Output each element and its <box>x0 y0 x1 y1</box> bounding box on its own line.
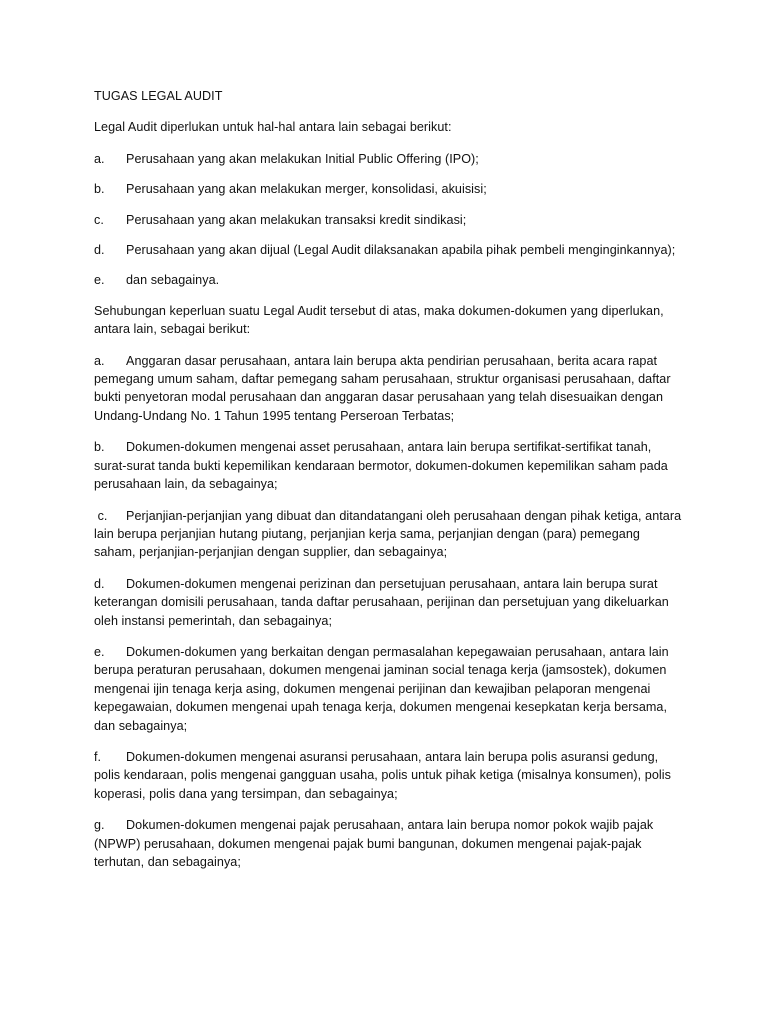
list-marker: b. <box>94 182 105 197</box>
documents-intro-paragraph: Sehubungan keperluan suatu Legal Audit tersebut di atas, maka dokumen-dokumen yang diperlukan, antara lain, sebagai berikut: <box>94 303 664 337</box>
list-marker: d. <box>94 243 105 258</box>
list-item-text: dan sebagainya. <box>126 273 220 288</box>
list-marker: e. <box>94 644 105 659</box>
list-item <box>94 643 684 735</box>
list-marker: g. <box>94 818 105 833</box>
list-item <box>94 748 684 803</box>
intro-paragraph: Legal Audit diperlukan untuk hal-hal antara lain sebagai berikut: <box>94 120 452 135</box>
list-item-text: Perjanjian-perjanjian yang dibuat dan ditandatangani oleh perusahaan dengan pihak ketiga, antara lain berupa perjanjian hutang piutang, perjanjian kerja sama, perjanjian dengan (para) pemegang saham, perjanjian-perjanjian dengan supplier, dan sebagainya; <box>94 508 685 560</box>
list-item-text: Anggaran dasar perusahaan, antara lain berupa akta pendirian perusahaan, berita acara rapat pemegang umum saham, daftar pemegang saham perusahaan, struktur organisasi perusahaan, daftar bukti penyetoran modal perusahaan dan anggaran dasar perusahaan yang telah disesuaikan dengan Undang-Undang No. 1 Tahun 1995 tentang Perseroan Terbatas; <box>94 353 675 423</box>
purpose-list <box>94 150 684 290</box>
list-item-text: Perusahaan yang akan dijual (Legal Audit dilaksanakan apabila pihak pembeli menginginkannya); <box>126 243 676 258</box>
list-item <box>94 241 684 259</box>
list-item <box>94 352 684 426</box>
list-item-text: Dokumen-dokumen mengenai perizinan dan persetujuan perusahaan, antara lain berupa surat keterangan domisili perusahaan, tanda daftar perusahaan, perijinan dan persetujuan yang dikeluarkan oleh instansi pemerintah, dan sebagainya; <box>94 576 673 628</box>
list-item-text: Dokumen-dokumen yang berkaitan dengan permasalahan kepegawaian perusahaan, antara lain berupa peraturan perusahaan, dokumen mengenai jaminan social tenaga kerja (jamsostek), dokumen mengenai ijin tenaga kerja asing, dokumen mengenai perijinan dan kewajiban pelaporan mengenai kepegawaian, dokumen mengenai upah tenaga kerja, dokumen mengenai kesepkatan kerja bersama, dan sebagainya; <box>94 644 673 733</box>
list-item <box>94 271 684 289</box>
list-item-text: Perusahaan yang akan melakukan transaksi kredit sindikasi; <box>126 212 467 227</box>
list-marker: f. <box>94 749 102 764</box>
list-marker: c. <box>94 508 108 523</box>
documents-list <box>94 352 684 872</box>
list-marker: d. <box>94 576 105 591</box>
list-item-text: Dokumen-dokumen mengenai asuransi perusahaan, antara lain berupa polis asuransi gedung, polis kendaraan, polis mengenai gangguan usaha, polis untuk pihak ketiga (misalnya konsumen), polis koperasi, polis dana yang tersimpan, dan sebagainya; <box>94 749 675 801</box>
list-marker: e. <box>94 273 105 288</box>
list-item <box>94 211 684 229</box>
list-marker: a. <box>94 353 105 368</box>
list-marker: c. <box>94 212 104 227</box>
list-item <box>94 150 684 168</box>
document-title: TUGAS LEGAL AUDIT <box>94 89 223 103</box>
list-marker: a. <box>94 151 105 166</box>
list-item <box>94 507 684 562</box>
list-item <box>94 180 684 198</box>
list-item-text: Perusahaan yang akan melakukan Initial Public Offering (IPO); <box>126 151 479 166</box>
list-item-text: Dokumen-dokumen mengenai pajak perusahaan, antara lain berupa nomor pokok wajib pajak (NPWP) perusahaan, dokumen mengenai pajak bumi bangunan, dokumen mengenai pajak-pajak terhutan, dan sebagainya; <box>94 818 657 869</box>
list-item <box>94 816 684 871</box>
list-item <box>94 438 684 493</box>
list-item-text: Perusahaan yang akan melakukan merger, konsolidasi, akuisisi; <box>126 182 487 197</box>
list-item-text: Dokumen-dokumen mengenai asset perusahaan, antara lain berupa sertifikat-sertifikat tanah, surat-surat tanda bukti kepemilikan kendaraan bermotor, dokumen-dokumen kepemilikan saham pada perusahaan lain, da sebagainya; <box>94 440 672 492</box>
list-item <box>94 575 684 630</box>
document-page <box>94 87 684 884</box>
list-marker: b. <box>94 440 105 455</box>
